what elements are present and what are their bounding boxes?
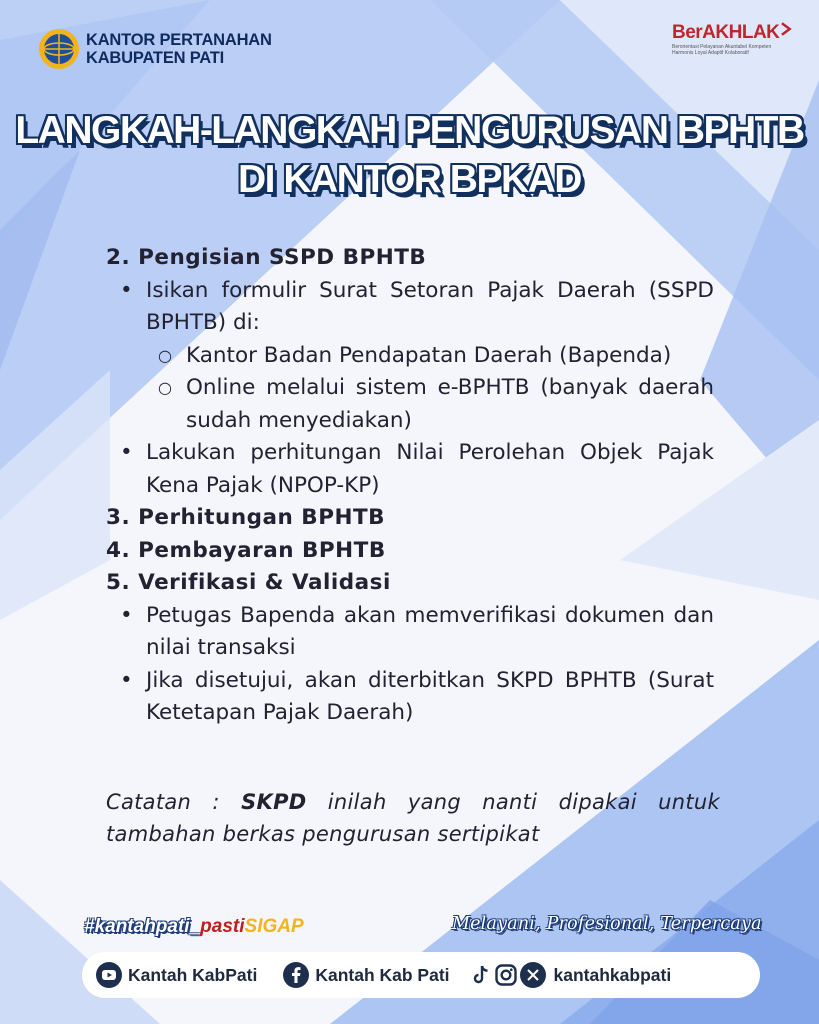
org-name-line1: KANTOR PERTANAHAN	[86, 31, 272, 49]
handle-label: kantahkabpati	[553, 964, 672, 985]
youtube-label: Kantah KabPati	[128, 964, 258, 985]
list-item	[106, 665, 714, 730]
bpn-emblem-icon	[38, 28, 80, 70]
facebook-label: Kantah Kab Pati	[315, 964, 450, 985]
list-item	[106, 437, 714, 502]
title-line2: DI KANTOR BPKAD	[238, 158, 581, 201]
bullet-icon: •	[120, 667, 133, 693]
step-4-heading: 4. Pembayaran BPHTB	[106, 537, 386, 563]
facebook-icon	[283, 962, 309, 988]
youtube-icon	[96, 962, 122, 988]
list-item-text: Jika disetujui, akan diterbitkan SKPD BPHTB (Surat Ketetapan Pajak Daerah)	[146, 667, 714, 725]
list-item-text: Lakukan perhitungan Nilai Perolehan Objek Pajak Kena Pajak (NPOP-KP)	[146, 440, 714, 498]
hashtag-part1: #kantahpati_	[84, 916, 201, 937]
hashtag-part3: SIGAP	[244, 916, 304, 937]
list-item-text: Petugas Bapenda akan memverifikasi dokumen dan nilai transaksi	[146, 602, 714, 660]
org-logo	[38, 28, 272, 70]
list-item	[106, 600, 714, 665]
bullet-icon: •	[120, 277, 133, 303]
instagram-icon	[494, 963, 518, 987]
chevron-right-icon	[780, 22, 792, 36]
sub-list-item	[106, 372, 714, 437]
handle-link[interactable]	[470, 962, 672, 988]
x-icon	[520, 962, 546, 988]
facebook-link[interactable]	[283, 962, 449, 988]
steps-list	[106, 242, 714, 730]
brand-name: BerAKHLAK	[672, 22, 780, 43]
tiktok-icon	[470, 963, 492, 987]
hashtag-part2: pasti	[200, 916, 245, 937]
circle-bullet-icon: ○	[158, 345, 172, 365]
social-bar	[82, 952, 760, 998]
circle-bullet-icon: ○	[158, 378, 172, 397]
page-title	[0, 106, 819, 204]
bullet-icon: •	[120, 440, 133, 465]
step-2-heading: 2. Pengisian SSPD BPHTB	[106, 245, 427, 270]
sub-list-item-text: Kantor Badan Pendapatan Daerah (Bapenda)	[186, 342, 672, 368]
bullet-icon: •	[120, 602, 133, 628]
list-item	[106, 275, 714, 340]
note-prefix: Catatan :	[106, 790, 242, 814]
berakhlak-logo	[672, 22, 792, 56]
sub-list-item	[106, 340, 714, 373]
note	[106, 786, 720, 850]
hashtag	[84, 916, 304, 938]
step-3-heading: 3. Perhitungan BPHTB	[106, 505, 386, 530]
step-5-heading: 5. Verifikasi & Validasi	[106, 570, 391, 595]
youtube-link[interactable]	[96, 962, 257, 988]
brand-tagline: Berorientasi Pelayanan Akuntabel Kompeten Harmonis Loyal Adaptif Kolaboratif	[672, 44, 772, 56]
note-text: inilah yang nanti dipakai untuk tambahan berkas pengurusan sertipikat	[106, 790, 720, 846]
motto: Melayani, Profesional, Terpercaya	[452, 914, 762, 934]
sub-list-item-text: Online melalui sistem e-BPHTB (banyak daerah sudah menyediakan)	[186, 375, 714, 433]
list-item-text: Isikan formulir Surat Setoran Pajak Daerah (SSPD BPHTB) di:	[146, 277, 714, 335]
note-emphasis: SKPD	[241, 790, 307, 814]
title-line1: LANGKAH-LANGKAH PENGURUSAN BPHTB	[15, 109, 804, 152]
org-name-line2: KABUPATEN PATI	[86, 49, 225, 67]
